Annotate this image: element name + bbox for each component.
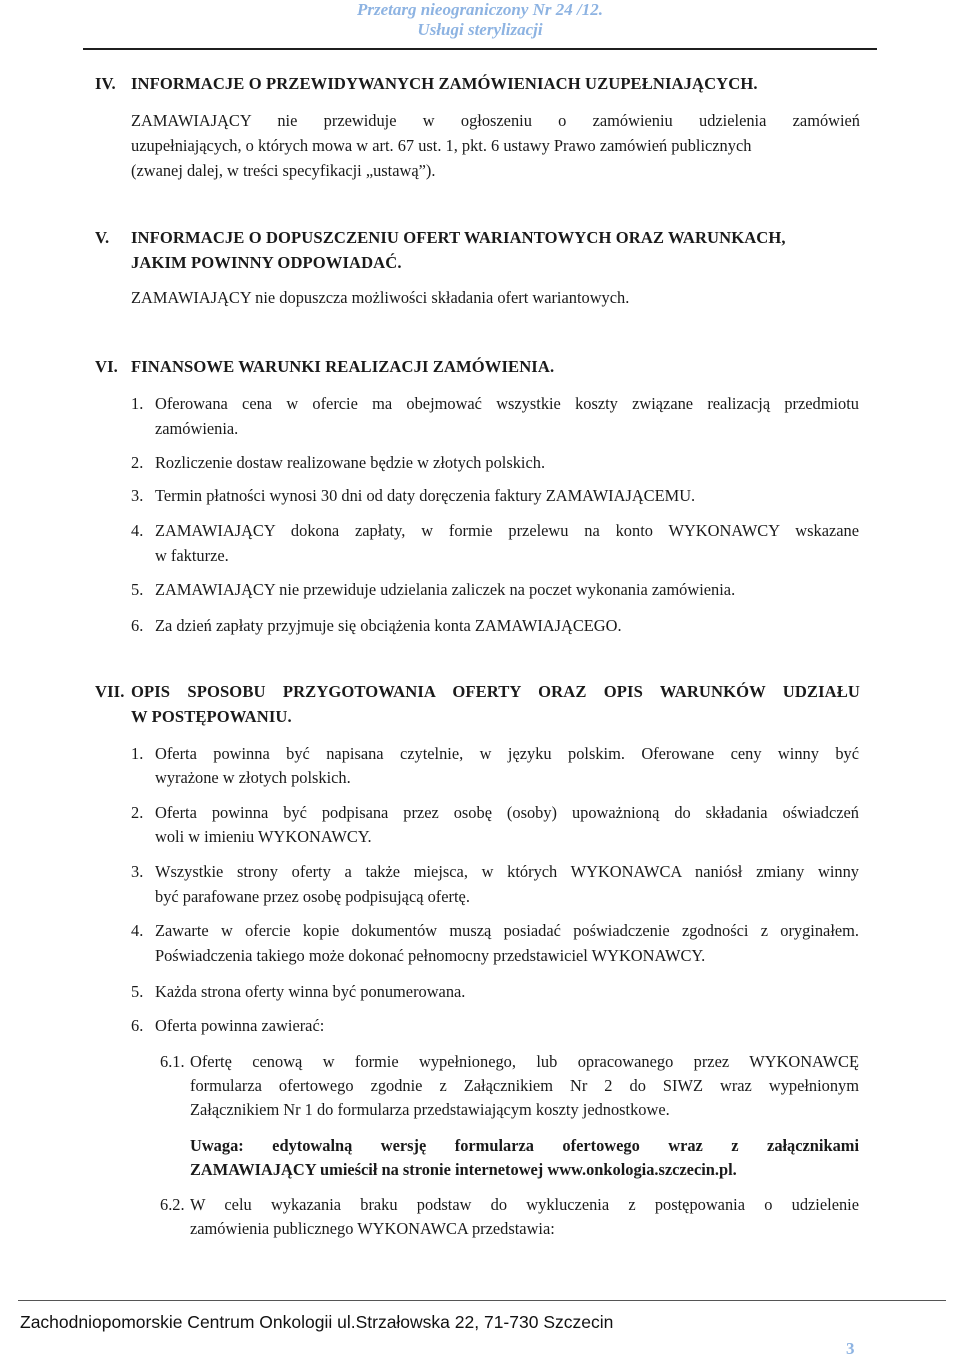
section-7-item-1-number: 1. xyxy=(131,744,144,763)
section-4-number: IV. xyxy=(95,74,116,93)
section-6-item-5-number: 5. xyxy=(131,580,144,599)
footer-rule xyxy=(18,1300,946,1301)
section-7-item-4-line-2: Poświadczenia takiego może dokonać pełnomocny przedstawiciel WYKONAWCY. xyxy=(155,946,706,965)
section-7-title-line-1: OPIS SPOSOBU PRZYGOTOWANIA OFERTY ORAZ OPIS WARUNKÓW UDZIAŁU xyxy=(131,682,860,701)
subitem-6-2-line-1: W celu wykazania braku podstaw do wykluczenia z postępowania o udzielenie xyxy=(190,1195,859,1214)
subitem-6-1-line-2: formularza ofertowego zgodnie z Załącznikiem Nr 2 do SIWZ wraz wypełnionym xyxy=(190,1076,859,1095)
section-7-item-6-line-1: Oferta powinna zawierać: xyxy=(155,1016,325,1035)
header-rule xyxy=(83,48,877,50)
section-7-item-3-number: 3. xyxy=(131,862,144,881)
section-7-item-3-line-2: być parafowane przez osobę podpisującą ofertę. xyxy=(155,887,470,906)
section-4-line-2: uzupełniających, o których mowa w art. 67 ust. 1, pkt. 6 ustawy Prawo zamówień publicznych xyxy=(131,136,752,155)
section-6-item-1-line-1: Oferowana cena w ofercie ma obejmować wszystkie koszty związane realizacją przedmiotu xyxy=(155,394,859,413)
section-5-text: ZAMAWIAJĄCY nie dopuszcza możliwości składania ofert wariantowych. xyxy=(131,288,630,307)
section-5-title-line-2: JAKIM POWINNY ODPOWIADAĆ. xyxy=(131,253,402,272)
section-4-title: INFORMACJE O PRZEWIDYWANYCH ZAMÓWIENIACH UZUPEŁNIAJĄCYCH. xyxy=(131,74,758,93)
subitem-6-1-number: 6.1. xyxy=(160,1052,185,1071)
section-7-number: VII. xyxy=(95,682,125,701)
section-7-title-line-2: W POSTĘPOWANIU. xyxy=(131,707,292,726)
section-7-item-1-line-1: Oferta powinna być napisana czytelnie, w języku polskim. Oferowane ceny winny być xyxy=(155,744,859,763)
header-title: Przetarg nieograniczony Nr 24 /12. xyxy=(356,0,604,19)
footer-address: Zachodniopomorskie Centrum Onkologii ul.Strzałowska 22, 71-730 Szczecin xyxy=(20,1312,614,1332)
section-6-title: FINANSOWE WARUNKI REALIZACJI ZAMÓWIENIA. xyxy=(131,357,555,376)
section-7-item-5-line-1: Każda strona oferty winna być ponumerowana. xyxy=(155,982,466,1001)
section-7-item-5-number: 5. xyxy=(131,982,144,1001)
section-5-title-line-1: INFORMACJE O DOPUSZCZENIU OFERT WARIANTOWYCH ORAZ WARUNKACH, xyxy=(131,228,786,247)
section-4-line-1: ZAMAWIAJĄCY nie przewiduje w ogłoszeniu o zamówieniu udzielenia zamówień xyxy=(131,111,860,130)
section-6-item-2-number: 2. xyxy=(131,453,144,472)
section-6-item-4-line-1: ZAMAWIAJĄCY dokona zapłaty, w formie przelewu na konto WYKONAWCY wskazane xyxy=(155,521,859,540)
section-6-item-4-line-2: w fakturze. xyxy=(155,546,229,565)
section-6-item-1-line-2: zamówienia. xyxy=(155,419,239,438)
section-7-item-4-line-1: Zawarte w ofercie kopie dokumentów muszą posiadać poświadczenie zgodności z oryginałem. xyxy=(155,921,859,940)
section-6-item-6-number: 6. xyxy=(131,616,144,635)
section-4-line-3: (zwanej dalej, w treści specyfikacji „ustawą”). xyxy=(131,161,436,180)
header-subtitle: Usługi sterylizacji xyxy=(417,20,543,39)
note-line-2: ZAMAWIAJĄCY umieścił na stronie internetowej www.onkologia.szczecin.pl. xyxy=(190,1160,737,1179)
section-7-item-2-number: 2. xyxy=(131,803,144,822)
page-number: 3 xyxy=(846,1339,855,1358)
section-7-item-2-line-1: Oferta powinna być podpisana przez osobę (osoby) upoważnioną do składania oświadczeń xyxy=(155,803,859,822)
section-7-item-2-line-2: woli w imieniu WYKONAWCY. xyxy=(155,827,372,846)
section-6-item-1-number: 1. xyxy=(131,394,144,413)
section-7-item-6-number: 6. xyxy=(131,1016,144,1035)
section-6-item-6-line-1: Za dzień zapłaty przyjmuje się obciążenia konta ZAMAWIAJĄCEGO. xyxy=(155,616,622,635)
section-6-item-5-line-1: ZAMAWIAJĄCY nie przewiduje udzielania zaliczek na poczet wykonania zamówienia. xyxy=(155,580,736,599)
section-6-item-2-line-1: Rozliczenie dostaw realizowane będzie w złotych polskich. xyxy=(155,453,546,472)
section-7-item-1-line-2: wyrażone w złotych polskich. xyxy=(155,768,351,787)
subitem-6-2-line-2: zamówienia publicznego WYKONAWCA przedstawia: xyxy=(190,1219,555,1238)
note-line-1: Uwaga: edytowalną wersję formularza ofertowego wraz z załącznikami xyxy=(190,1136,859,1155)
subitem-6-1-line-3: Załącznikiem Nr 1 do formularza przedstawiającym koszty jednostkowe. xyxy=(190,1100,670,1119)
subitem-6-1-line-1: Ofertę cenową w formie wypełnionego, lub opracowanego przez WYKONAWCĘ xyxy=(190,1052,859,1071)
subitem-6-2-number: 6.2. xyxy=(160,1195,185,1214)
section-6-number: VI. xyxy=(95,357,118,376)
section-7-item-3-line-1: Wszystkie strony oferty a także miejsca, w których WYKONAWCA naniósł zmiany winny xyxy=(155,862,859,881)
section-6-item-3-number: 3. xyxy=(131,486,144,505)
section-6-item-3-line-1: Termin płatności wynosi 30 dni od daty doręczenia faktury ZAMAWIAJĄCEMU. xyxy=(155,486,696,505)
section-5-number: V. xyxy=(95,228,110,247)
section-6-item-4-number: 4. xyxy=(131,521,144,540)
section-7-item-4-number: 4. xyxy=(131,921,144,940)
